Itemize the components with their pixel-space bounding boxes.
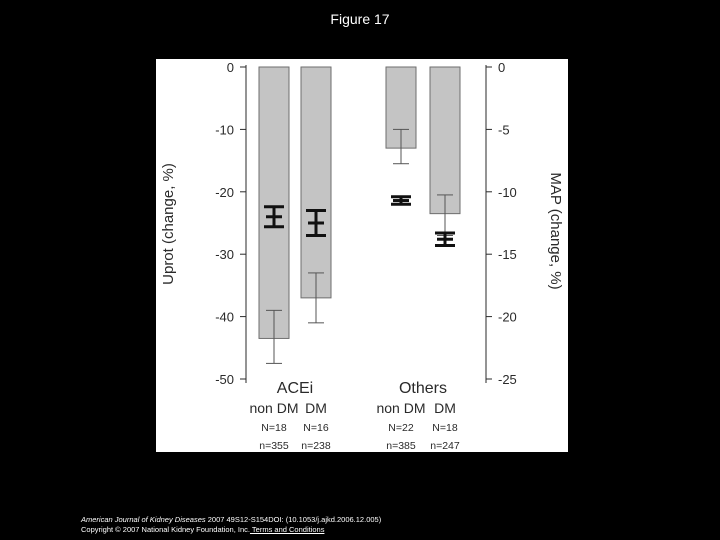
footer-citation: 2007 49S12-S154DOI: (10.1053/j.ajkd.2006.12.005): [205, 515, 382, 524]
category-n-label: n=355: [259, 440, 289, 452]
bar: [430, 67, 460, 214]
category-n-label: n=247: [430, 440, 460, 452]
category-N-label: N=18: [432, 422, 458, 434]
group-label: Others: [398, 380, 448, 397]
y-tick-label-right: -25: [498, 372, 517, 387]
y-axis-title-left: Uprot (change, %): [160, 163, 177, 285]
category-label: DM: [434, 400, 456, 416]
y-tick-label-right: 0: [498, 60, 506, 75]
y-axis-title-right: MAP (change, %): [547, 172, 564, 290]
bar: [301, 67, 331, 298]
slide-title: Figure 17: [330, 11, 390, 27]
footer-journal: American Journal of Kidney Diseases: [81, 515, 206, 524]
y-tick-label-left: 0: [226, 60, 234, 75]
category-label: DM: [305, 400, 327, 416]
y-tick-label-right: -15: [498, 247, 517, 263]
chart: [156, 59, 568, 452]
category-N-label: N=18: [261, 422, 287, 434]
category-n-label: n=385: [386, 440, 416, 452]
footer-copyright: Copyright © 2007 National Kidney Foundation, Inc.: [81, 525, 250, 534]
y-tick-label-right: -5: [498, 122, 510, 138]
y-tick-label-right: -10: [498, 184, 517, 200]
footer-copyright-line: [81, 525, 381, 535]
footer: [81, 515, 381, 535]
footer-citation-line: [81, 515, 381, 525]
y-tick-label-left: -50: [215, 372, 234, 387]
figure-panel: [156, 59, 568, 452]
y-tick-label-left: -30: [215, 247, 234, 263]
y-tick-label-left: -10: [215, 122, 234, 138]
category-N-label: N=22: [388, 422, 414, 434]
group-label: ACEi: [276, 380, 314, 397]
y-tick-label-left: -40: [215, 309, 234, 325]
bar: [259, 67, 289, 338]
y-tick-label-left: -20: [215, 184, 234, 200]
y-tick-label-right: -20: [498, 309, 517, 325]
category-label: non DM: [249, 400, 299, 416]
category-label: non DM: [376, 400, 426, 416]
terms-link[interactable]: Terms and Conditions: [249, 525, 325, 534]
category-N-label: N=16: [303, 422, 329, 434]
category-n-label: n=238: [301, 440, 331, 452]
